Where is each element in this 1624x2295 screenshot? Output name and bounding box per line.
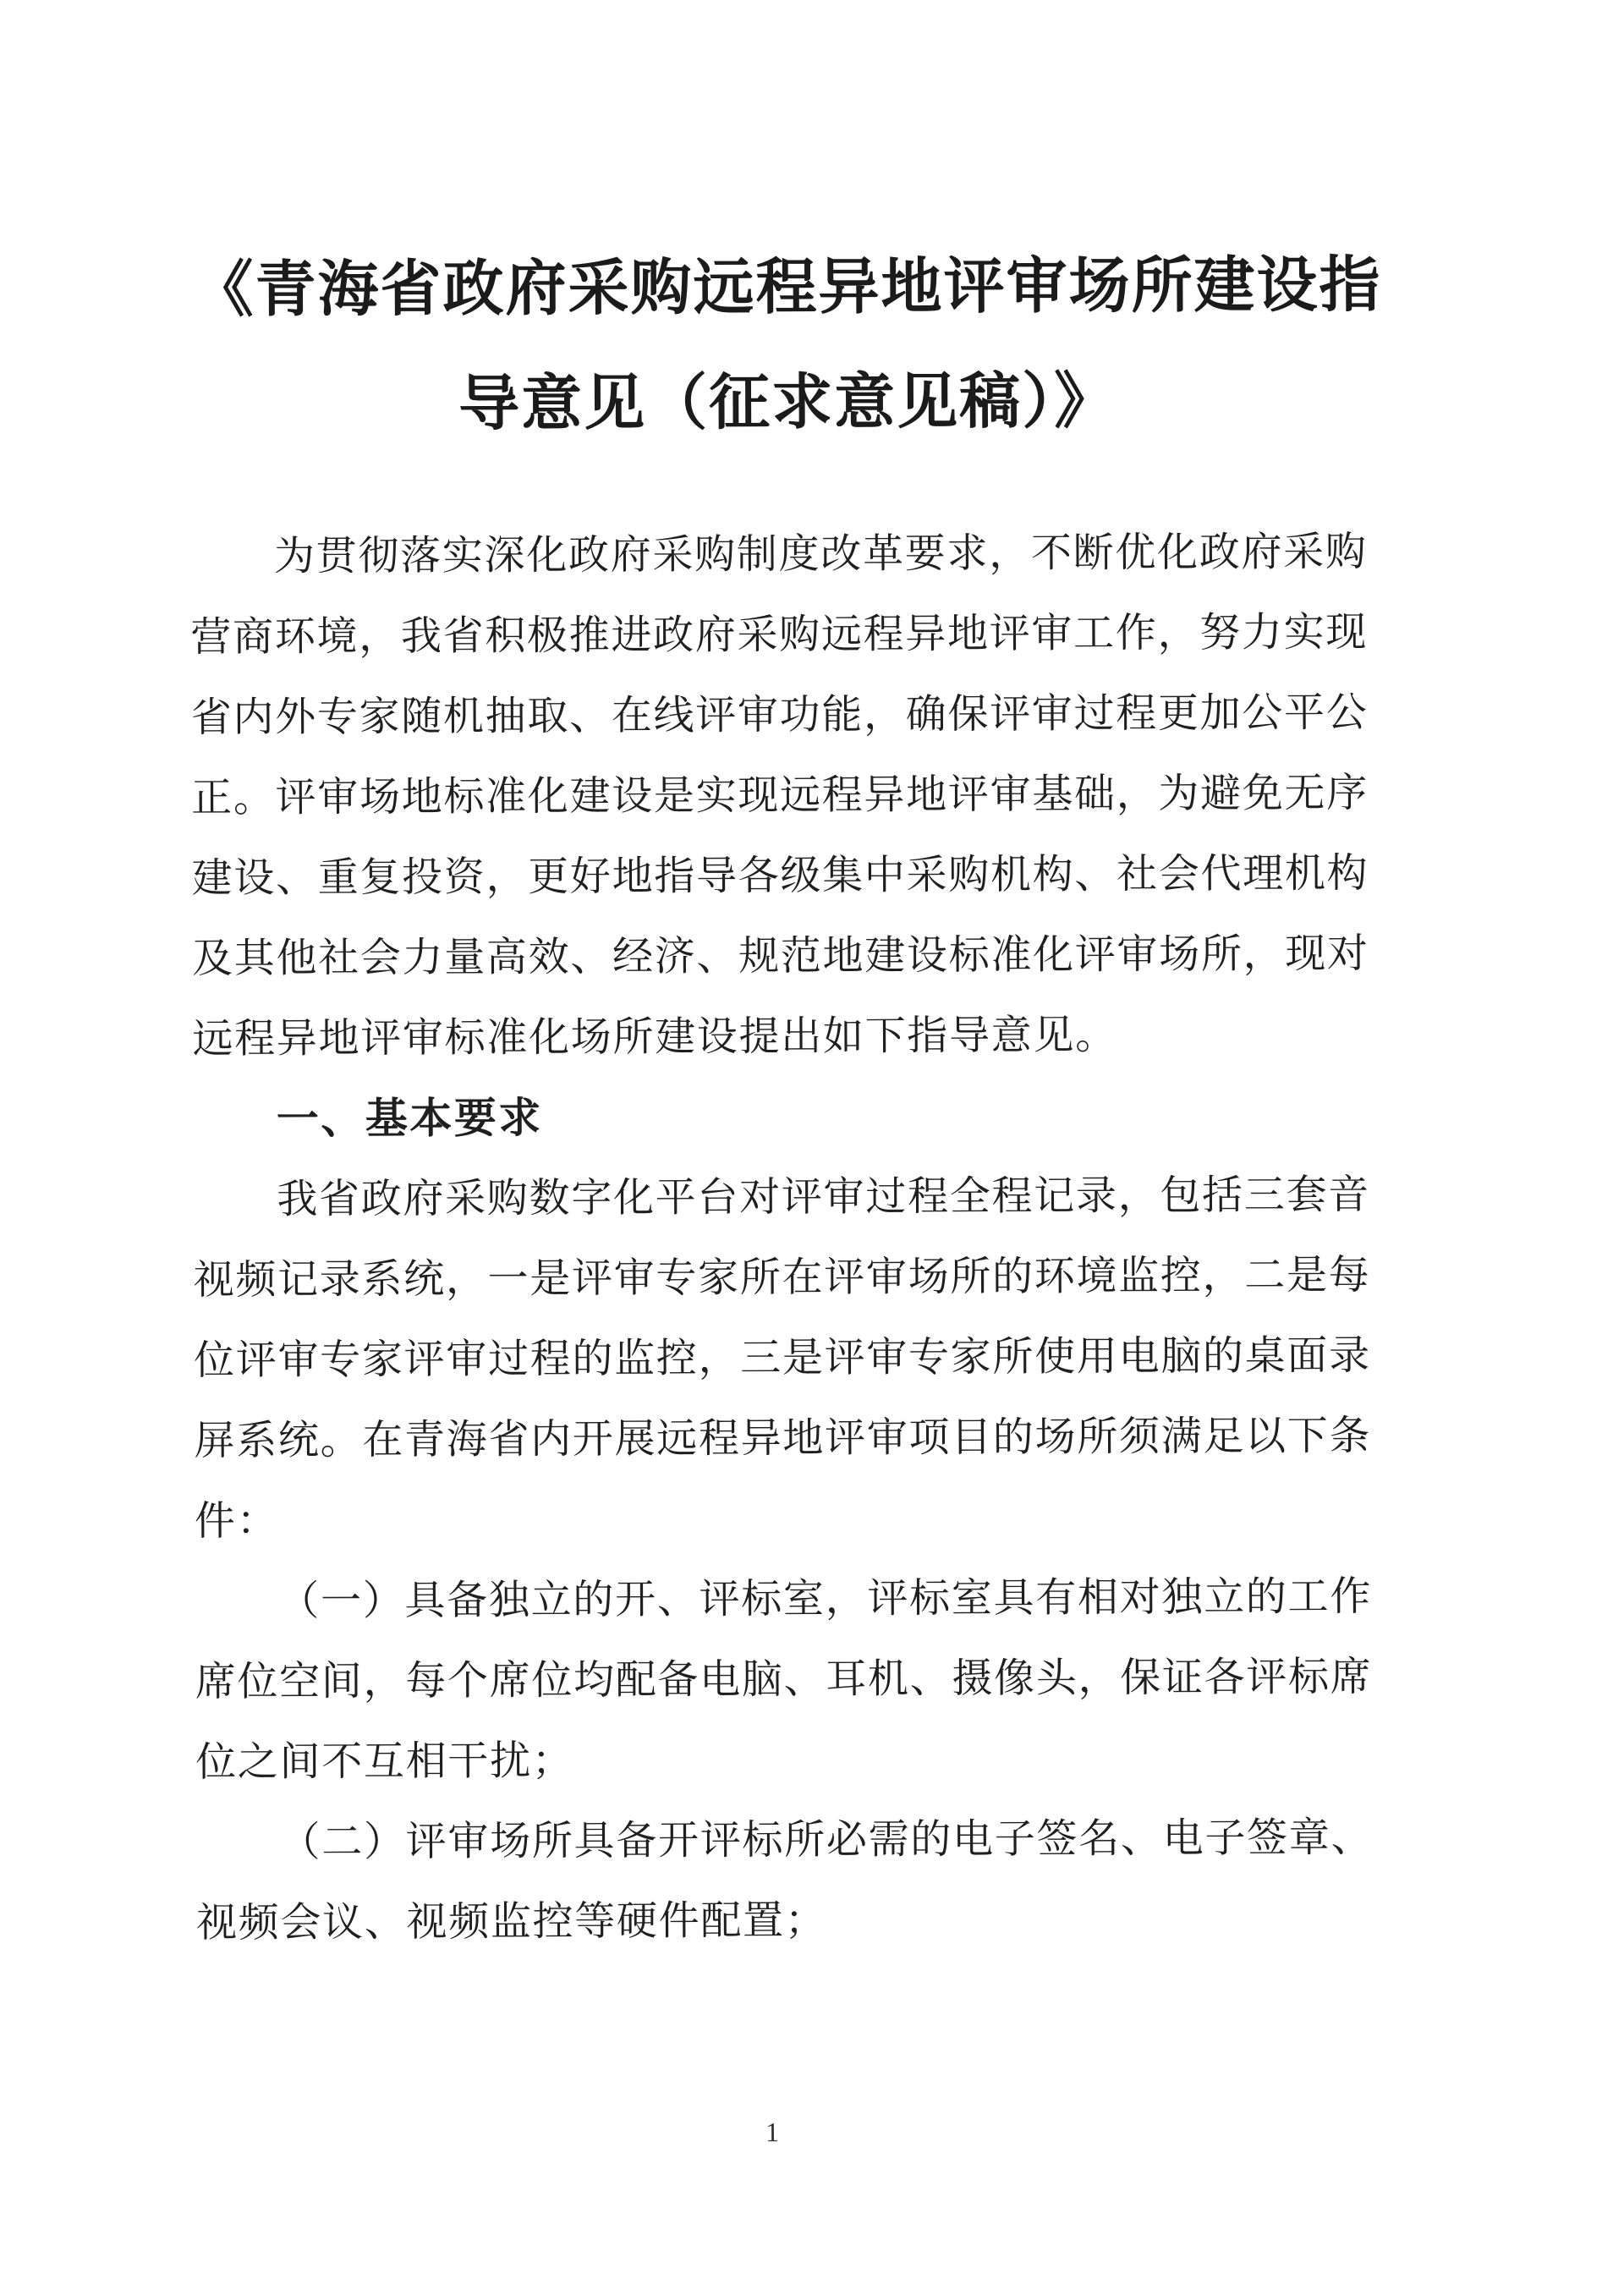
body-line: 位 评 审 专 家 评 审 过 程 的 监 控 ， 三 是 评 审 专 家 所 使 用 电 脑 的 桌 面 录 xyxy=(193,1333,1370,1384)
body-line: 视频会议、视频监控等硬件配置； xyxy=(195,1897,827,1946)
body-line: 席 位 空 间 ， 每 个 席 位 均 配 备 电 脑 、 耳 机 、 摄 像 头 ， 保 证 各 评 标 席 xyxy=(195,1655,1371,1705)
body-line: 位之间不互相干扰； xyxy=(195,1738,574,1786)
section-heading-basic-requirements: 一、基本要求 xyxy=(276,1094,543,1143)
body-line: 件： xyxy=(194,1498,279,1545)
body-line: 建 设 、 重 复 投 资 ， 更 好 地 指 导 各 级 集 中 采 购 机 构 、 社 会 代 理 机 构 xyxy=(191,851,1368,902)
document-title-line-2: 导意见（征求意见稿）》 xyxy=(458,367,1117,438)
body-line: 为 贯 彻 落 实 深 化 政 府 采 购 制 度 改 革 要 求 ， 不 断 优 化 政 府 采 购 xyxy=(273,530,1367,579)
body-line: 及 其 他 社 会 力 量 高 效 、 经 济 、 规 范 地 建 设 标 准 化 评 审 场 所 ， 现 对 xyxy=(191,931,1369,982)
body-line: 屏 系 统 。 在 青 海 省 内 开 展 远 程 异 地 评 审 项 目 的 场 所 须 满 足 以 下 条 xyxy=(194,1414,1370,1464)
body-line: 营 商 环 境 ， 我 省 积 极 推 进 政 府 采 购 远 程 异 地 评 审 工 作 ， 努 力 实 现 xyxy=(190,610,1367,661)
body-line: 远程异地评审标准化场所建设提出如下指导意见。 xyxy=(192,1013,1117,1062)
body-line: （ 一 ） 具 备 独 立 的 开 、 评 标 室 ， 评 标 室 具 有 相 对 独 立 的 工 作 xyxy=(278,1574,1371,1624)
body-line: 正 。 评 审 场 地 标 准 化 建 设 是 实 现 远 程 异 地 评 审 基 础 ， 为 避 免 无 序 xyxy=(191,771,1368,821)
body-line: 视 频 记 录 系 统 ， 一 是 评 审 专 家 所 在 评 审 场 所 的 环 境 监 控 ， 二 是 每 xyxy=(193,1253,1369,1304)
document-title xyxy=(0,227,1599,464)
body-line: 我 省 政 府 采 购 数 字 化 平 台 对 评 审 过 程 全 程 记 录 ， 包 括 三 套 音 xyxy=(277,1172,1369,1222)
body-line: （ 二 ） 评 审 场 所 具 备 开 评 标 所 必 需 的 电 子 签 名 、 电 子 签 章 、 xyxy=(279,1815,1372,1865)
document-title-line-1: 《青海省政府采购远程异地评审场所建设指 xyxy=(192,251,1382,325)
document-body xyxy=(190,512,1372,1963)
page-number: 1 xyxy=(765,2117,780,2148)
body-line: 省 内 外 专 家 随 机 抽 取 、 在 线 评 审 功 能 ， 确 保 评 审 过 程 更 加 公 平 公 xyxy=(190,690,1367,741)
